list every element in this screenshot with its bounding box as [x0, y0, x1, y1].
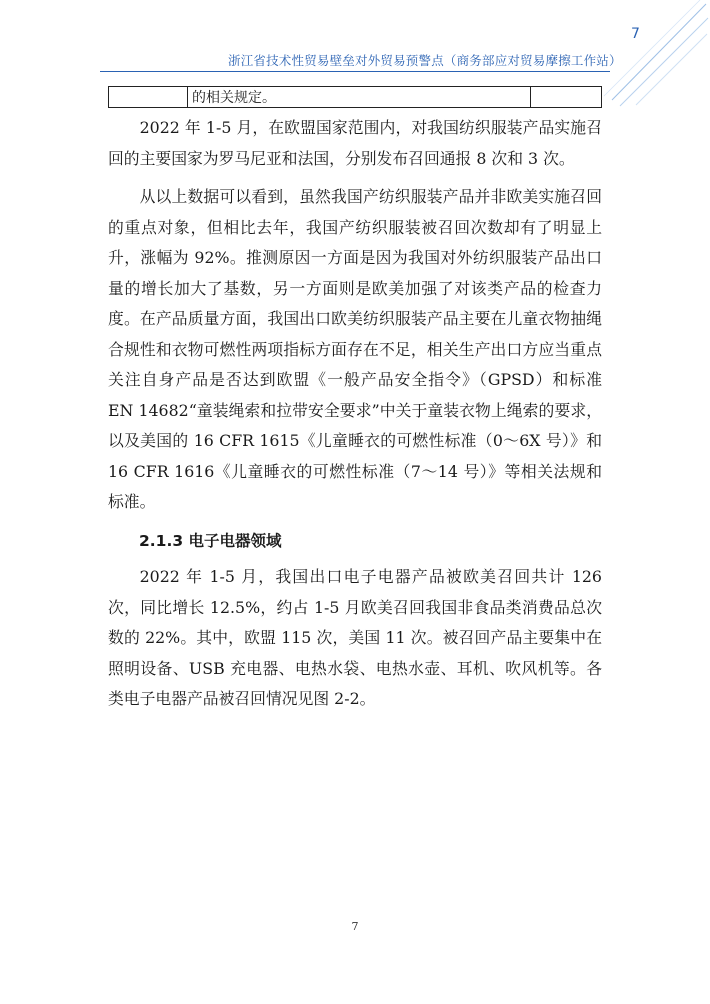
- header-rule: [100, 71, 610, 72]
- table-fragment: [108, 86, 602, 108]
- table-cell: [109, 87, 188, 108]
- paragraph: 2022 年 1-5 月，在欧盟国家范围内，对我国纺织服装产品实施召回的主要国家为罗马尼亚和法国，分别发布召回通报 8 次和 3 次。: [108, 118, 602, 168]
- table-row: [109, 87, 602, 108]
- body-text: [108, 113, 602, 715]
- section-heading: 2.1.3 电子电器领域: [139, 531, 282, 550]
- running-header: 浙江省技术性贸易壁垒对外贸易预警点（商务部应对贸易摩擦工作站）: [228, 53, 622, 68]
- table-cell: [531, 87, 602, 108]
- paragraph: 2022 年 1-5 月，我国出口电子电器产品被欧美召回共计 126 次，同比增长 12.5%，约占 1-5 月欧美召回我国非食品类消费品总次数的 22%。其中，欧盟 115 次，美国 11 次。被召回产品主要集中在照明设备、USB 充电器、电热水袋、电热水壶、耳机、吹风机等。各类电子电器产品被召回情况见图 2-2。: [108, 567, 602, 708]
- corner-page-number: 7: [631, 26, 640, 42]
- footer-page-number: 7: [351, 920, 359, 933]
- paragraph: 从以上数据可以看到，虽然我国产纺织服装产品并非欧美实施召回的重点对象，但相比去年，我国产纺织服装被召回次数却有了明显上升，涨幅为 92%。推测原因一方面是因为我国对外纺织服装产品出口量的增长加大了基数，另一方面则是欧美加强了对该类产品的检查力度。在产品质量方面，我国出口欧美纺织服装产品主要在儿童衣物抽绳合规性和衣物可燃性两项指标方面存在不足，相关生产出口方应当重点关注自身产品是否达到欧盟《一般产品安全指令》（GPSD）和标准 EN 14682“童装绳索和拉带安全要求”中关于童装衣物上绳索的要求，以及美国的 16 CFR 1615《儿童睡衣的可燃性标准（0～6X 号）》和 16 CFR 1616《儿童睡衣的可燃性标准（7～14 号）》等相关法规和标准。: [108, 187, 602, 511]
- table-cell: 的相关规定。: [188, 87, 531, 108]
